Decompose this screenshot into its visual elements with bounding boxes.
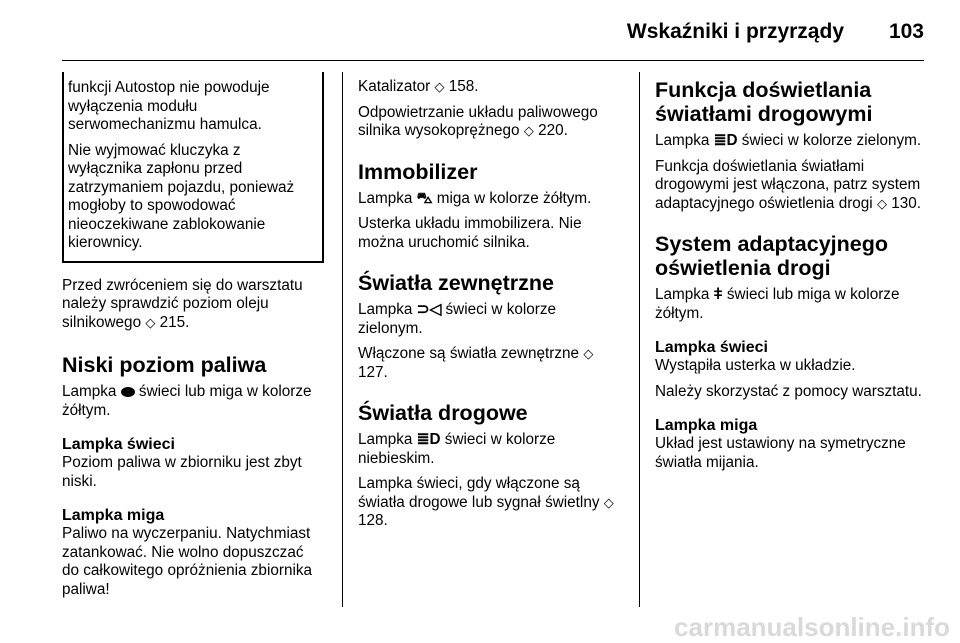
- immobilizer-heading: Immobilizer: [358, 159, 478, 184]
- adaptive-lights-heading: Lampka świeci: [655, 339, 768, 356]
- right-column: [655, 78, 925, 479]
- left-column: [62, 78, 324, 606]
- column-divider-2: [639, 72, 640, 607]
- fuel-lights-heading: Lampka świeci: [62, 436, 175, 453]
- high-beam-text: Lampka świeci, gdy włączone są światła drogowe lub sygnał świetlny ◇ 128.: [358, 475, 614, 529]
- exterior-lights-icon: ⊃◁: [416, 301, 442, 318]
- bleed-text: Odpowietrzanie układu paliwowego silnika wysokoprężnego ◇ 220.: [358, 103, 598, 139]
- fuel-flashes-heading: Lampka miga: [62, 507, 165, 524]
- fuel-lights-text: Poziom paliwa w zbiorniku jest zbyt niski.: [62, 454, 302, 490]
- exterior-lights-lamp-text: Lampka ⊃◁ świeci w kolorze zielonym.: [358, 301, 557, 337]
- fuel-flashes-text: Paliwo na wyczerpaniu. Natychmiast zatankować. Nie wolno dopuszczać do całkowitego opróżnienia zbiornika paliwa!: [62, 525, 313, 598]
- high-beam-icon: ≣D: [416, 431, 441, 448]
- reference-icon: ◇: [145, 314, 156, 330]
- adaptive-flashes-text: Układ jest ustawiony na symetryczne światła mijania.: [655, 435, 906, 471]
- fuel-lamp-text: Lampka świeci lub miga w kolorze żółtym.: [62, 383, 312, 419]
- catalyst-text: Katalizator ◇ 158.: [358, 78, 479, 95]
- immobilizer-text: Usterka układu immobilizera. Nie można uruchomić silnika.: [358, 215, 582, 251]
- exterior-lights-heading: Światła zewnętrzne: [358, 271, 554, 295]
- watermark: carmanualsonline.info: [674, 612, 950, 642]
- adaptive-lighting-heading: System adaptacyjnego oświetlenia drogi: [655, 232, 889, 280]
- adaptive-lighting-icon: ǂ: [713, 286, 723, 303]
- reference-icon: ◇: [523, 123, 534, 138]
- oil-note: Przed zwróceniem się do warsztatu należy sprawdzić poziom oleju silnikowego ◇ 215.: [62, 276, 303, 331]
- reference-icon: ◇: [434, 79, 445, 94]
- column-divider-1: [342, 72, 343, 607]
- adaptive-flashes-heading: Lampka miga: [655, 417, 758, 434]
- high-beam-assist-text: Funkcja doświetlania światłami drogowymi jest włączona, patrz system adaptacyjnego oświetlenia drogi ◇ 130.: [655, 157, 921, 212]
- header-rule: [62, 60, 924, 61]
- page-number: 103: [888, 20, 924, 43]
- reference-icon: ◇: [583, 346, 594, 361]
- immobilizer-icon: ⛍: [416, 189, 433, 207]
- high-beam-assist-icon: ≣D: [713, 132, 738, 149]
- page-header-title: Wskaźniki i przyrządy: [626, 20, 844, 43]
- adaptive-lights-text: Wystąpiła usterka w układzie.: [655, 357, 856, 374]
- high-beam-heading: Światła drogowe: [358, 401, 528, 425]
- reference-icon: ◇: [603, 494, 614, 510]
- high-beam-lamp-text: Lampka ≣D świeci w kolorze niebieskim.: [358, 431, 556, 467]
- adaptive-lamp-text: Lampka ǂ świeci lub miga w kolorze żółtym.: [655, 286, 900, 322]
- high-beam-assist-lamp-text: Lampka ≣D świeci w kolorze zielonym.: [655, 132, 922, 149]
- warning-text-1: funkcji Autostop nie powoduje wyłączenia modułu serwomechanizmu hamulca.: [68, 79, 270, 133]
- adaptive-help-text: Należy skorzystać z pomocy warsztatu.: [655, 382, 922, 400]
- exterior-lights-text: Włączone są światła zewnętrzne ◇ 127.: [358, 345, 594, 381]
- fuel-heading: Niski poziom paliwa: [62, 353, 267, 377]
- immobilizer-lamp-text: Lampka ⛍ miga w kolorze żółtym.: [358, 189, 592, 207]
- fuel-lamp-icon: [121, 387, 135, 397]
- reference-icon: ◇: [876, 195, 887, 211]
- high-beam-assist-heading: Funkcja doświetlania światłami drogowymi: [655, 78, 873, 126]
- middle-column: [358, 78, 620, 538]
- warning-box: [62, 72, 324, 263]
- warning-text-2: Nie wyjmować kluczyka z wyłącznika zapłonu przed zatrzymaniem pojazdu, ponieważ mogłoby to spowodować nieoczekiwane zablokowanie kierownicy.: [68, 141, 295, 251]
